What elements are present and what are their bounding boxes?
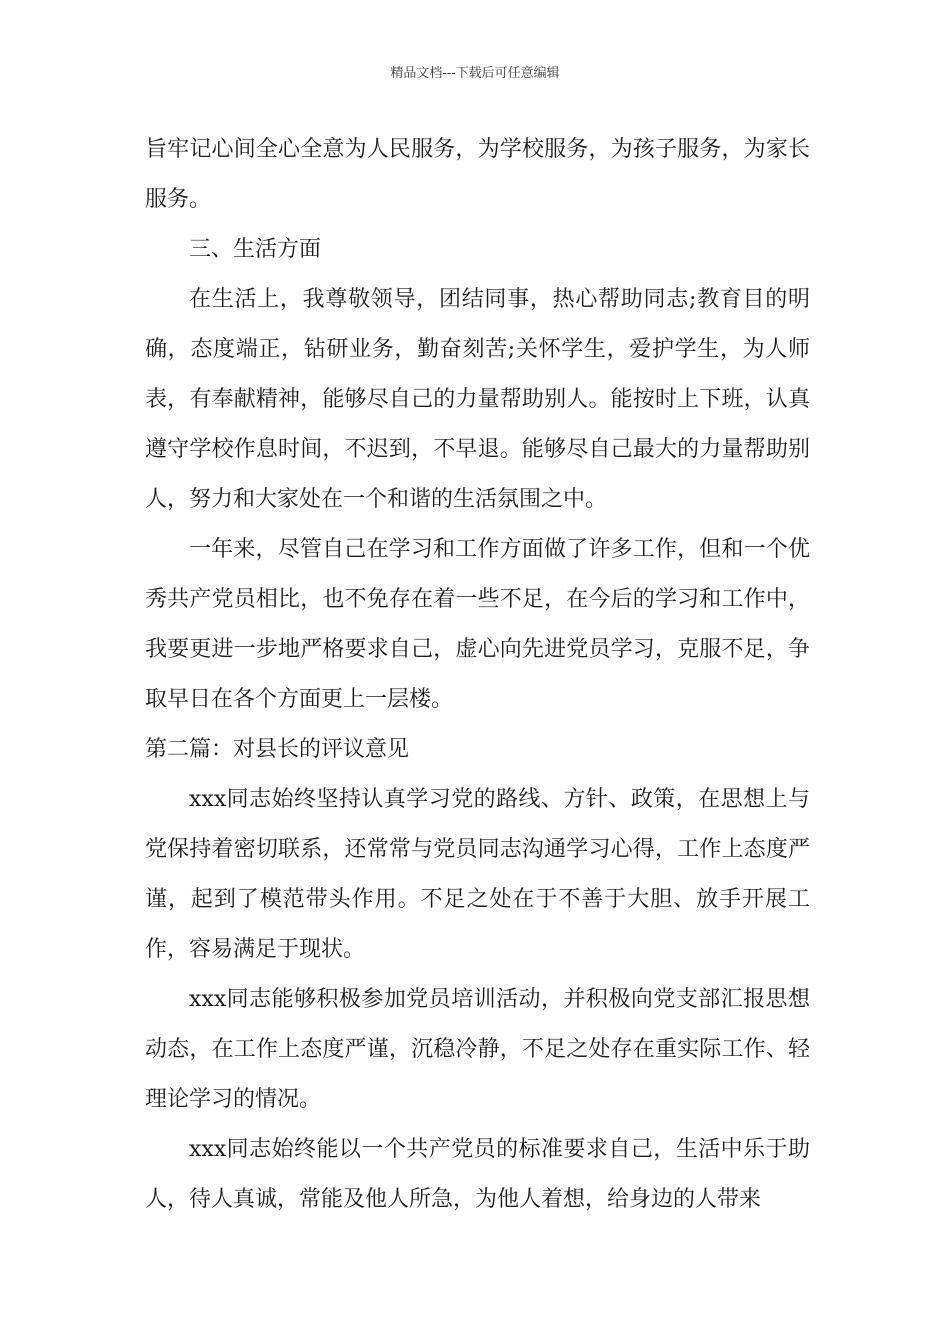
chapter-title: 第二篇：对县长的评议意见: [145, 737, 410, 762]
paragraph: xxx同志始终能以一个共产党员的标准要求自己，生活中乐于助人，待人真诚，常能及他人所急，为他人着想，给身边的人带来: [145, 1137, 810, 1212]
section-heading-life: 三、生活方面: [189, 237, 322, 262]
page-header: 精品文档---下载后可任意编辑: [390, 66, 560, 81]
paragraph: xxx同志能够积极参加党员培训活动，并积极向党支部汇报思想动态，在工作上态度严谨，沉稳冷静，不足之处存在重实际工作、轻理论学习的情况。: [145, 987, 810, 1112]
paragraph: 一年来，尽管自己在学习和工作方面做了许多工作，但和一个优秀共产党员相比，也不免存在着一些不足，在今后的学习和工作中，我要更进一步地严格要求自己，虚心向先进党员学习，克服不足，争取早日在各个方面更上一层楼。: [145, 537, 810, 712]
document-body: [145, 125, 810, 1225]
paragraph-continuation: 旨牢记心间全心全意为人民服务，为学校服务，为孩子服务，为家长服务。: [145, 137, 810, 212]
paragraph: xxx同志始终坚持认真学习党的路线、方针、政策，在思想上与党保持着密切联系，还常常与党员同志沟通学习心得，工作上态度严谨，起到了模范带头作用。不足之处在于不善于大胆、放手开展工作，容易满足于现状。: [145, 787, 810, 962]
paragraph: 在生活上，我尊敬领导，团结同事，热心帮助同志;教育目的明确，态度端正，钻研业务，勤奋刻苦;关怀学生，爱护学生，为人师表，有奉献精神，能够尽自己的力量帮助别人。能按时上下班，认真遵守学校作息时间，不迟到，不早退。能够尽自己最大的力量帮助别人，努力和大家处在一个和谐的生活氛围之中。: [145, 287, 810, 512]
